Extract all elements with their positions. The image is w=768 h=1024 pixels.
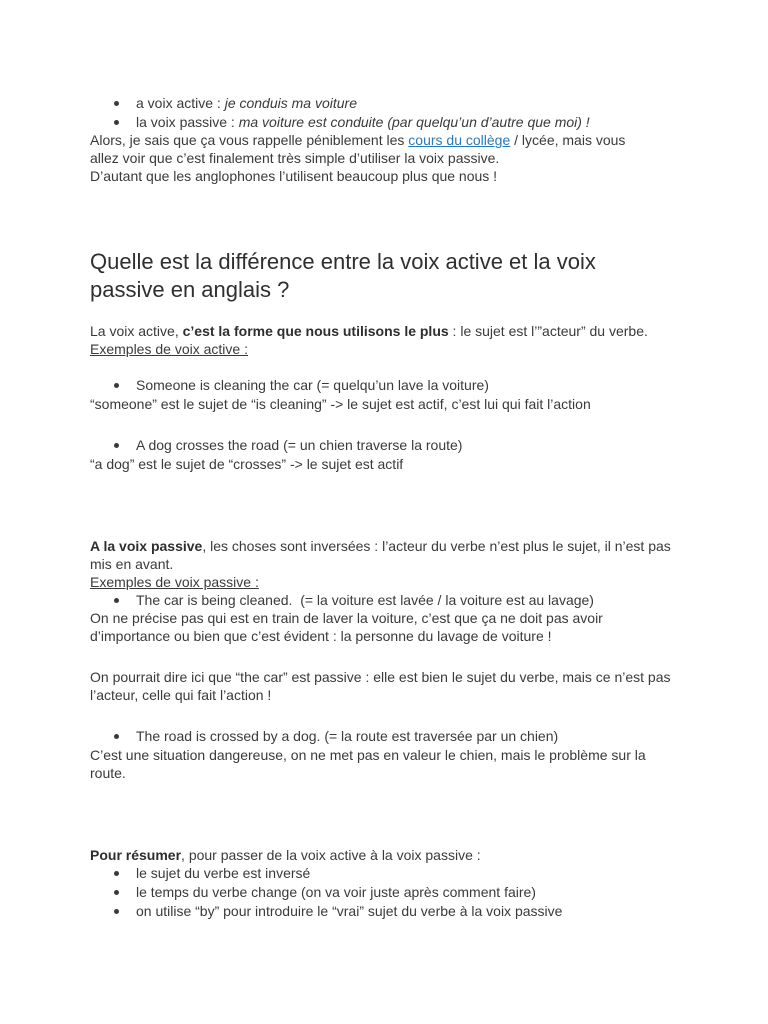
bullet-icon bbox=[114, 734, 119, 739]
intro-paragraph: Alors, je sais que ça vous rappelle péniblement les cours du collège / lycée, mais vous allez voir que c’est finalement très simple d’utiliser la voix passive. D’autant que les anglophones l’utilisent beaucoup plus que nous ! bbox=[90, 132, 626, 184]
list-item: Someone is cleaning the car (= quelqu’un lave la voiture) bbox=[90, 376, 690, 395]
bullet-icon bbox=[114, 871, 119, 876]
active-example-list-2 bbox=[90, 436, 690, 455]
bullet-icon bbox=[114, 890, 119, 895]
summary-intro: Pour résumer, pour passer de la voix active à la voix passive : bbox=[90, 847, 481, 863]
college-courses-link[interactable]: cours du collège bbox=[408, 132, 511, 148]
passive-example-list-1 bbox=[90, 591, 690, 610]
bullet-icon bbox=[114, 598, 119, 603]
examples-label: Exemples de voix passive : bbox=[90, 574, 259, 590]
example-note: “a dog” est le sujet de “crosses” -> le sujet est actif bbox=[90, 456, 404, 472]
bullet-icon bbox=[114, 909, 119, 914]
examples-label: Exemples de voix active : bbox=[90, 341, 248, 357]
active-voice-intro: La voix active, c’est la forme que nous utilisons le plus : le sujet est l’”acteur” du verbe. bbox=[90, 323, 648, 339]
bullet-icon bbox=[114, 101, 119, 106]
passive-voice-intro: A la voix passive, les choses sont inversées : l’acteur du verbe n’est plus le sujet, il n’est pas mis en avant. bbox=[90, 538, 671, 572]
list-item: The car is being cleaned. (= la voiture est lavée / la voiture est au lavage) bbox=[90, 591, 690, 610]
list-item: le temps du verbe change (on va voir juste après comment faire) bbox=[90, 883, 690, 902]
list-item: The road is crossed by a dog. (= la route est traversée par un chien) bbox=[90, 727, 690, 746]
example-text: je conduis ma voiture bbox=[224, 95, 357, 111]
list-item: le sujet du verbe est inversé bbox=[90, 864, 690, 883]
section-heading: Quelle est la différence entre la voix active et la voix passive en anglais ? bbox=[90, 249, 596, 302]
summary-section bbox=[90, 846, 690, 864]
passive-voice-section bbox=[90, 537, 690, 591]
example-note: On pourrait dire ici que “the car” est passive : elle est bien le sujet du verbe, mais ce n’est pas l’acteur, celle qui fait l’action ! bbox=[90, 669, 671, 703]
example-note: On ne précise pas qui est en train de laver la voiture, c’est que ça ne doit pas avoir d’importance ou bien que c’est évident : la personne du lavage de voiture ! bbox=[90, 610, 603, 644]
active-voice-section bbox=[90, 322, 690, 358]
active-example-list-1 bbox=[90, 376, 690, 395]
intro-voice-list bbox=[90, 94, 690, 132]
list-item: on utilise “by” pour introduire le “vrai” sujet du verbe à la voix passive bbox=[90, 902, 690, 921]
bullet-icon bbox=[114, 383, 119, 388]
list-item: A dog crosses the road (= un chien traverse la route) bbox=[90, 436, 690, 455]
bullet-icon bbox=[114, 120, 119, 125]
passive-example-list-2 bbox=[90, 727, 690, 746]
summary-list bbox=[90, 864, 690, 921]
bullet-icon bbox=[114, 443, 119, 448]
list-item: a voix active : je conduis ma voiture bbox=[90, 94, 690, 113]
example-text: ma voiture est conduite (par quelqu’un d’autre que moi) ! bbox=[238, 114, 590, 130]
example-note: C’est une situation dangereuse, on ne met pas en valeur le chien, mais le problème sur la route. bbox=[90, 747, 646, 781]
list-item: la voix passive : ma voiture est conduite (par quelqu’un d’autre que moi) ! bbox=[90, 113, 690, 132]
example-note: “someone” est le sujet de “is cleaning” -> le sujet est actif, c’est lui qui fait l’action bbox=[90, 396, 591, 412]
